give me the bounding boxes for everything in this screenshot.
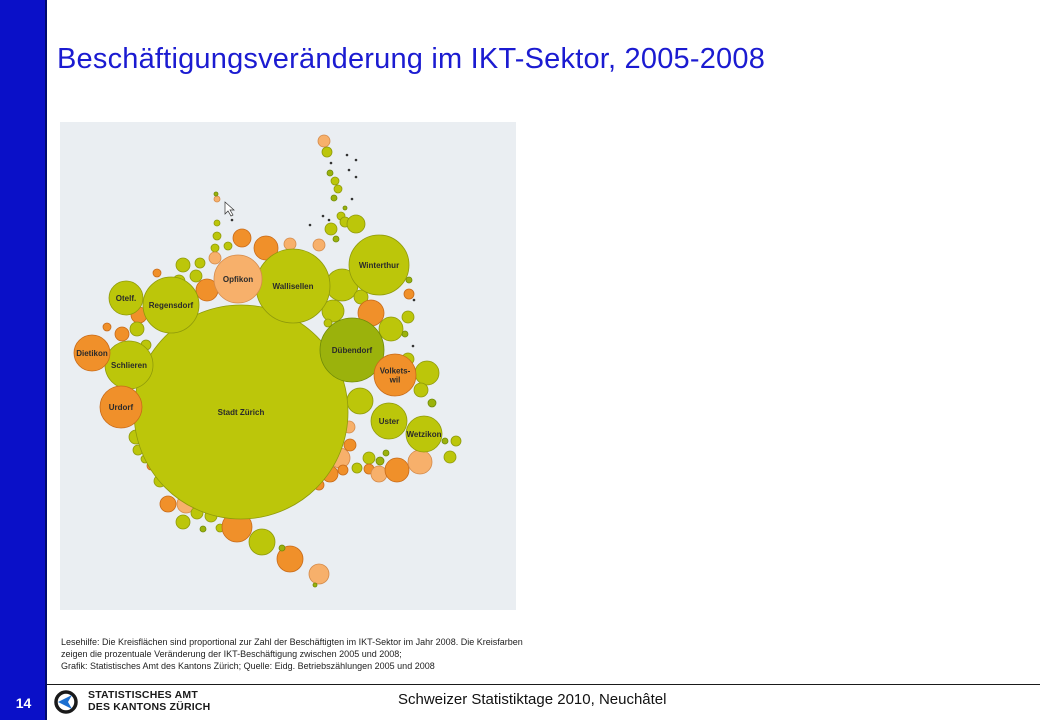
bubble-small	[333, 236, 339, 242]
bubble-label: Urdorf	[108, 403, 134, 412]
logo-line-2: DES KANTONS ZÜRICH	[88, 701, 211, 713]
note-line-1: Lesehilfe: Die Kreisflächen sind proportional zur Zahl der Beschäftigten im IKT-Sektor im Jahr 2008. Die Kreisfarben	[61, 637, 523, 647]
bubble-small	[279, 545, 285, 551]
bubble-small	[130, 322, 144, 336]
page-number: 14	[15, 695, 32, 711]
bubble-small	[327, 170, 333, 176]
bubble-small	[233, 229, 251, 247]
bubble-label: Winterthur	[358, 261, 400, 270]
bubble-label: Opfikon	[222, 275, 254, 284]
footer-text: Schweizer Statistiktage 2010, Neuchâtel	[398, 691, 667, 708]
bubble-dot	[309, 224, 312, 227]
bubble-label: Uster	[378, 417, 400, 426]
bubble-label: Dübendorf	[331, 346, 373, 355]
bubble-small	[347, 215, 365, 233]
bubble-small	[176, 258, 190, 272]
bubble-small	[338, 465, 348, 475]
bubble-small	[352, 463, 362, 473]
bubble-dot	[355, 176, 358, 179]
bubble-label: Wallisellen	[272, 282, 314, 291]
bubble-small	[383, 450, 389, 456]
arrow-circle-logo-icon	[52, 689, 82, 715]
bubble-dot	[330, 162, 333, 165]
bubble-label: Dietikon	[76, 349, 108, 358]
bubble-small	[322, 147, 332, 157]
bubble-small	[313, 583, 317, 587]
slide-title: Beschäftigungsveränderung im IKT-Sektor, 2005-2008	[57, 43, 766, 75]
bubble-dot	[351, 198, 354, 201]
bubble-small	[331, 177, 339, 185]
bubble-dot	[355, 159, 358, 162]
bubble-small	[160, 496, 176, 512]
bubble-dot	[413, 299, 416, 302]
bubble-small	[214, 196, 220, 202]
bubble-small	[209, 252, 221, 264]
bubble-dot	[348, 169, 351, 172]
bubble-small	[376, 457, 384, 465]
bubble-small	[334, 185, 342, 193]
bubble-small	[406, 277, 412, 283]
bubble-small	[224, 242, 232, 250]
bubble-dot	[322, 215, 325, 218]
bubble-small	[313, 239, 325, 251]
bubble-label: wil	[389, 375, 401, 385]
bubble-small	[404, 289, 414, 299]
bubble-small	[444, 451, 456, 463]
bubble-small	[402, 311, 414, 323]
bubble-small	[325, 223, 337, 235]
bubble-small	[331, 195, 337, 201]
bubble-small	[214, 220, 220, 226]
statistics-office-logo	[52, 689, 252, 715]
cursor-icon	[225, 202, 234, 216]
bubble-label: Schlieren	[110, 361, 148, 370]
bubble-small	[414, 383, 428, 397]
bubble-small	[115, 327, 129, 341]
reading-note	[61, 636, 521, 672]
bubble-dot	[346, 154, 349, 157]
bubble-label: Stadt Zürich	[217, 408, 265, 417]
bubble-small	[428, 399, 436, 407]
logo-text	[88, 689, 210, 713]
bubble-small	[415, 361, 439, 385]
bubble-small	[176, 515, 190, 529]
bubble-small	[347, 388, 373, 414]
bubble-label: Regensdorf	[148, 301, 194, 310]
bubble-small	[379, 317, 403, 341]
bubble-small	[371, 466, 387, 482]
note-line-2: zeigen die prozentuale Veränderung der IKT-Beschäftigung zwischen 2005 und 2008;	[61, 649, 402, 659]
bubble-small	[451, 436, 461, 446]
bubble-small	[195, 258, 205, 268]
bubble-small	[402, 331, 408, 337]
bubble-small	[200, 526, 206, 532]
note-line-3: Grafik: Statistisches Amt des Kantons Zürich; Quelle: Eidg. Betriebszählungen 2005 und 2008	[61, 661, 435, 671]
bubble-small	[153, 269, 161, 277]
bubble-small	[318, 135, 330, 147]
bubble-dot	[412, 345, 415, 348]
bubble-small	[385, 458, 409, 482]
logo-line-1: STATISTISCHES AMT	[88, 689, 198, 701]
bubble-small	[284, 238, 296, 250]
bubble-small	[408, 450, 432, 474]
bubble-small	[214, 192, 218, 196]
bubble-label: Wetzikon	[406, 430, 442, 439]
bubble-small	[442, 438, 448, 444]
bubble-small	[363, 452, 375, 464]
bubble-small	[103, 323, 111, 331]
footer-divider	[47, 684, 1040, 685]
bubble-small	[344, 439, 356, 451]
bubble-small	[343, 206, 347, 210]
bubble-label: Otelf.	[115, 294, 137, 303]
bubble-small	[190, 270, 202, 282]
bubble-small	[211, 244, 219, 252]
bubble-dot	[231, 219, 234, 222]
bubble-small	[309, 564, 329, 584]
bubble-small	[249, 529, 275, 555]
bubble-small	[213, 232, 221, 240]
bubble-label: Volkets-	[379, 366, 411, 376]
bubble-dot	[328, 219, 331, 222]
